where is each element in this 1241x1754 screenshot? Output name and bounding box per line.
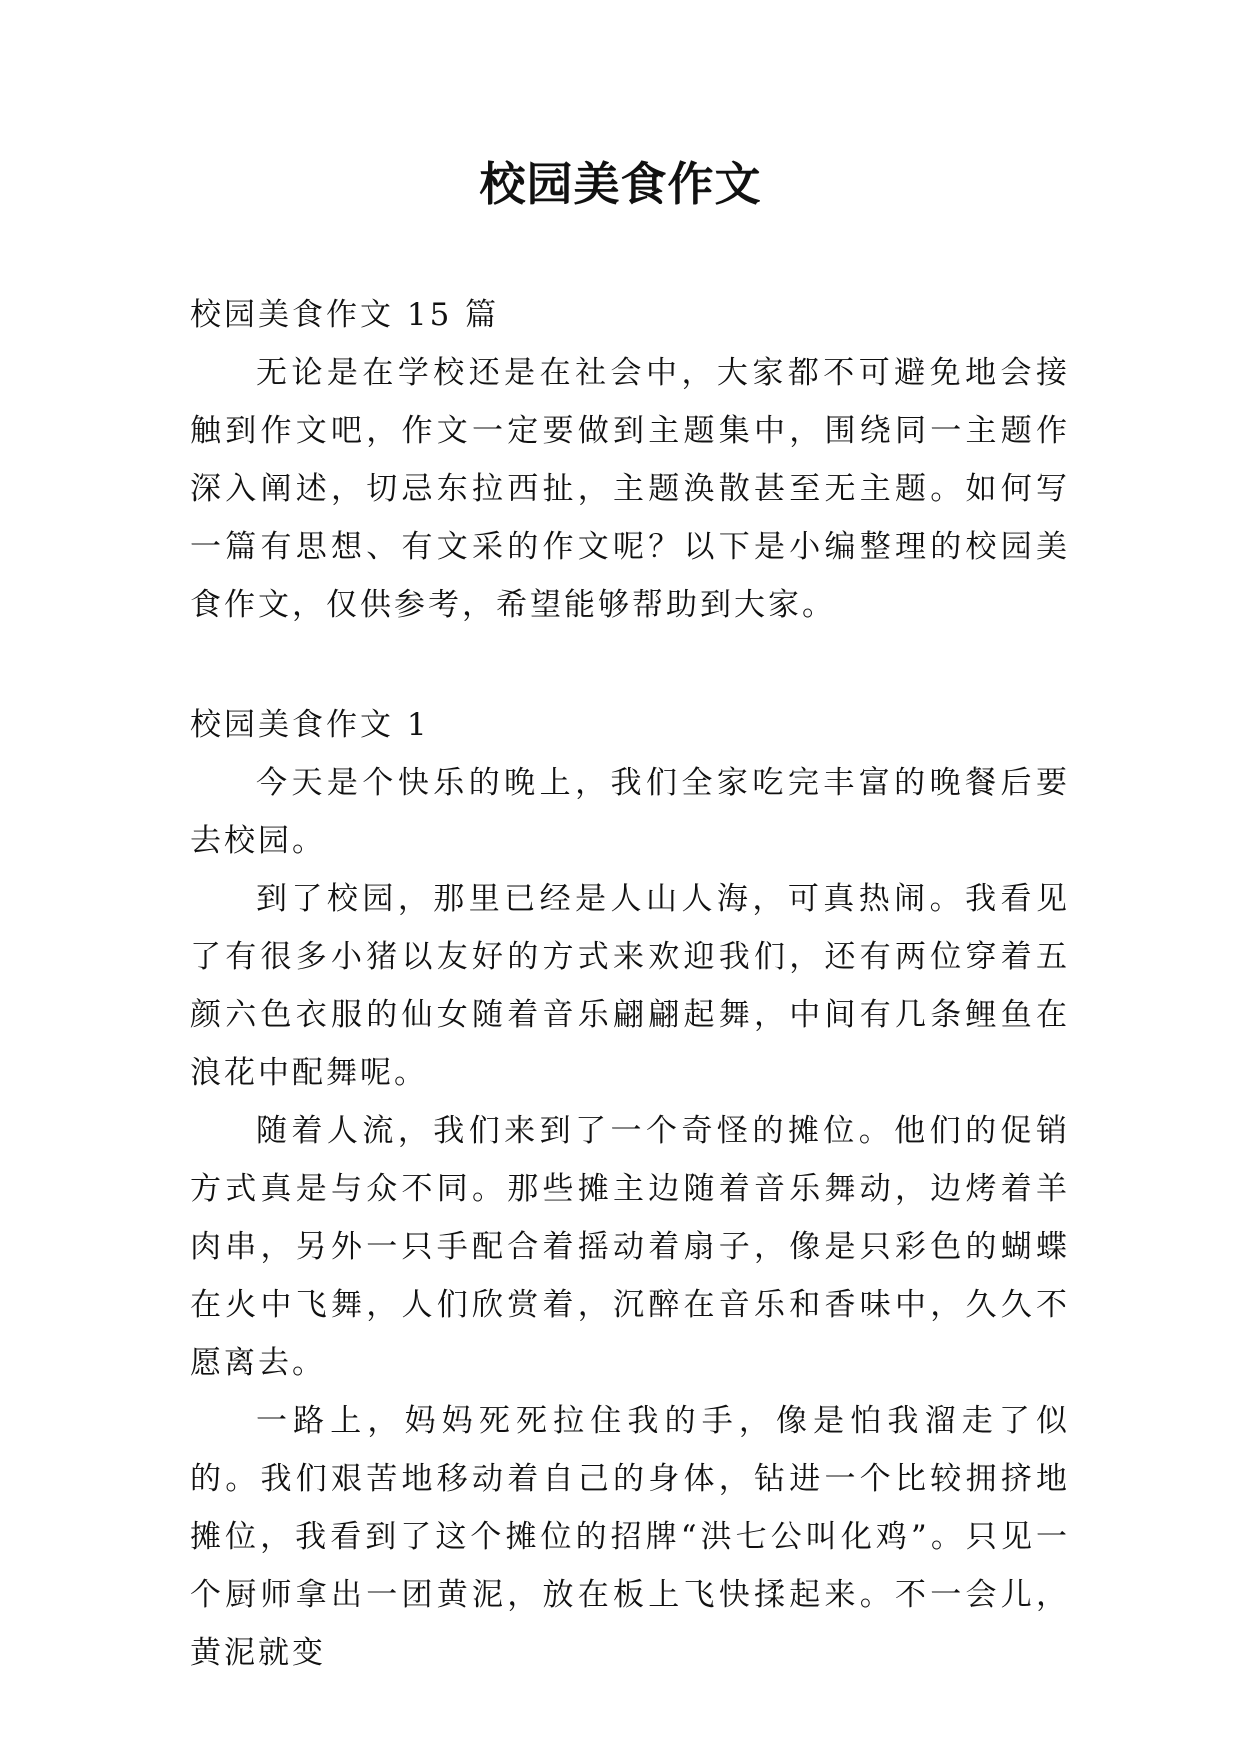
essay-1-section: [190, 696, 1070, 1682]
intro-heading: 校园美食作文 15 篇: [190, 297, 500, 333]
document-title: 校园美食作文: [479, 157, 762, 211]
essay-1-paragraph-1: 今天是个快乐的晚上，我们全家吃完丰富的晚餐后要去校园。: [190, 765, 1070, 859]
essay-1-paragraph-4: 一路上，妈妈死死拉住我的手，像是怕我溜走了似的。我们艰苦地移动着自己的身体，钻进一个比较拥挤地摊位，我看到了这个摊位的招牌“洪七公叫化鸡”。只见一个厨师拿出一团黄泥，放在板上飞快揉起来。不一会儿，黄泥就变: [190, 1403, 1070, 1671]
intro-paragraph: 无论是在学校还是在社会中，大家都不可避免地会接触到作文吧，作文一定要做到主题集中，围绕同一主题作深入阐述，切忌东拉西扯，主题涣散甚至无主题。如何写一篇有思想、有文采的作文呢？以下是小编整理的校园美食作文，仅供参考，希望能够帮助到大家。: [190, 355, 1070, 623]
intro-section: [190, 286, 1070, 634]
essay-1-heading: 校园美食作文 1: [190, 707, 430, 743]
essay-1-paragraph-3: 随着人流，我们来到了一个奇怪的摊位。他们的促销方式真是与众不同。那些摊主边随着音乐舞动，边烤着羊肉串，另外一只手配合着摇动着扇子，像是只彩色的蝴蝶在火中飞舞，人们欣赏着，沉醉在音乐和香味中，久久不愿离去。: [190, 1113, 1070, 1381]
essay-1-paragraph-2: 到了校园，那里已经是人山人海，可真热闹。我看见了有很多小猪以友好的方式来欢迎我们，还有两位穿着五颜六色衣服的仙女随着音乐翩翩起舞，中间有几条鲤鱼在浪花中配舞呢。: [190, 881, 1070, 1091]
